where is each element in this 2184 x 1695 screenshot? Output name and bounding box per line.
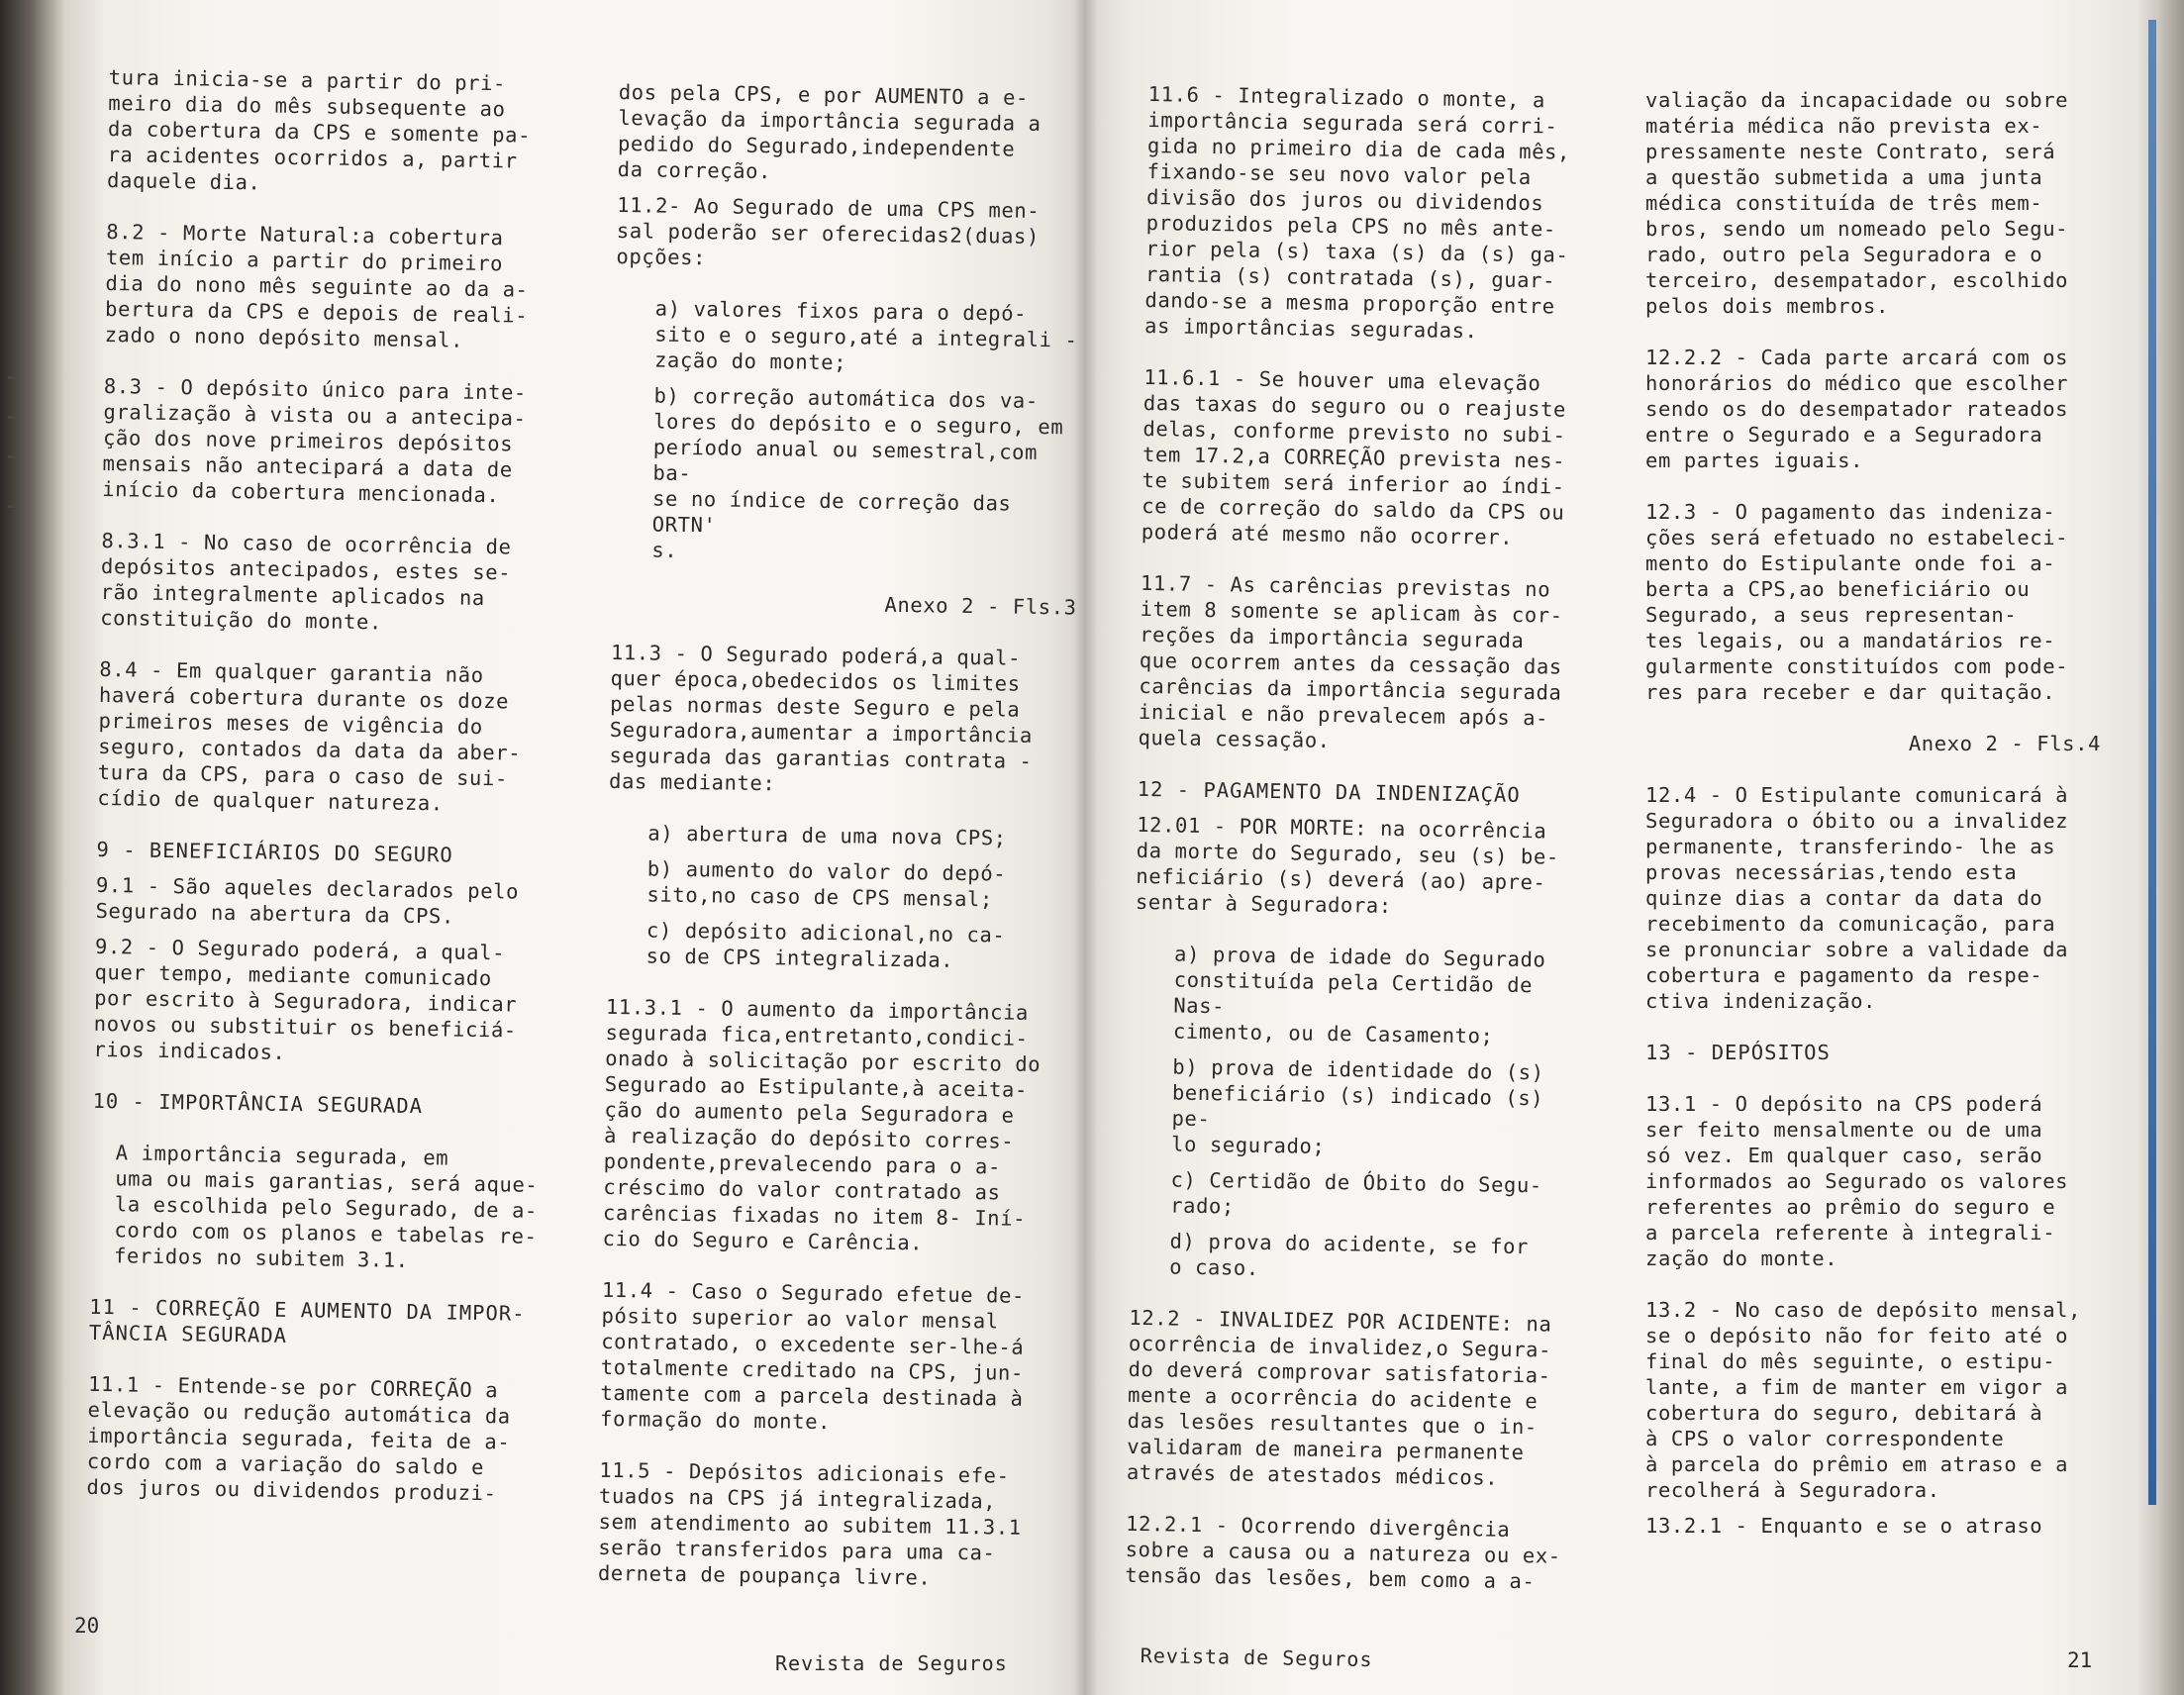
paragraph: 12.2.1 - Ocorrendo divergência sobre a causa ou a natureza ou ex- tensão das lesões, bem como a a- xyxy=(1125,1511,1561,1594)
paragraph: tura inicia-se a partir do pri- meiro dia do mês subsequente ao da cobertura da CPS e somente pa- ra acidentes ocorridos a, partir daquele dia. xyxy=(106,64,532,195)
paragraph: dos pela CPS, e por AUMENTO a e- levação da importância segurada a pedido do Segurado,independente da correção. xyxy=(617,79,1042,184)
list-item: b) prova de identidade do (s) beneficiário (s) indicado (s) pe- lo segurado; xyxy=(1170,1054,1544,1158)
right-page-column-2 xyxy=(1645,87,2101,1564)
paragraph: 12.2 - INVALIDEZ POR ACIDENTE: na ocorrência de invalidez,o Segura- do deverá comprovar satisfatoria- mente a ocorrência do acidente e das lesões resultantes que o in- validaram de maneira permanente através de atestados médicos. xyxy=(1126,1305,1552,1490)
edge-mark xyxy=(8,376,16,379)
paragraph: b) correção automática dos va- lores do depósito e o seguro, em período anual ou semestral,com ba- se no índice de correção das ORTN' s. xyxy=(651,383,1064,562)
paragraph: 12.3 - O pagamento das indeniza- ções será efetuado no estabeleci- mento do Estipulante onde foi a- berta a CPS,ao beneficiário ou Segurado, a seus representan- tes legais, ou a mandatários re- gularmente constituídos com pode- res para receber e dar quitação. xyxy=(1645,500,2069,704)
paragraph: 8.4 - Em qualquer garantia não haverá cobertura durante os doze primeiros meses de vigência do seguro, contados da data da aber- tura da CPS, para o caso de sui- cídio de qualquer natureza. xyxy=(97,656,522,816)
paragraph: 9.1 - São aqueles declarados pelo Segurado na abertura da CPS. xyxy=(95,872,520,929)
paragraph: 11.3 - O Segurado poderá,a qual- quer época,obedecidos os limites pelas normas deste Seguro e pela Seguradora,aumentar a importância segurada das garantias contrata - das mediante: xyxy=(608,640,1034,796)
list-item: b) aumento do valor do depó- sito,no caso de CPS mensal; xyxy=(646,856,1007,912)
paragraph: 13.1 - O depósito na CPS poderá ser feito mensalmente ou de uma só vez. Em qualquer caso, serão informados ao Segurado os valores referentes ao prêmio do seguro e a parcela referente à integrali- zação do monte. xyxy=(1645,1092,2069,1270)
list-item: a) abertura de uma nova CPS; xyxy=(647,821,1007,850)
left-page-column-2 xyxy=(597,79,1084,1618)
paragraph: 11.6 - Integralizado o monte, a importância segurada será corri- gida no primeiro dia de cada mês, fixando-se seu novo valor pela divisão dos juros ou dividendos produzidos pela CPS no mês ante- rior pela (s) taxa (s) da (s) ga- rantia (s) contratada (s), guar- dando-se a mesma proporção entre as importâncias seguradas. xyxy=(1143,81,1571,344)
list-item: d) prova do acidente, se for o caso. xyxy=(1169,1229,1530,1280)
paragraph: 8.2 - Morte Natural:a cobertura tem início a partir do primeiro dia do nono mês seguinte ao da a- bertura da CPS e depois de reali- zado o nono depósito mensal. xyxy=(104,219,529,352)
paragraph: 11.7 - As carências previstas no item 8 somente se aplicam às cor- reções da importância segurada que ocorrem antes da cessação das carências da importância segurada inicial e não prevalecem após a- quela cessação. xyxy=(1138,570,1563,752)
paragraph: 11.2- Ao Segurado de uma CPS men- sal poderão ser oferecidas2(duas) opções: xyxy=(616,192,1041,270)
footer-title-left: Revista de Seguros xyxy=(775,1651,1008,1675)
paragraph: 11.6.1 - Se houver uma elevação das taxas do seguro ou o reajuste delas, conforme previsto no subi- tem 17.2,a CORREÇÃO prevista nes- te subitem será inferior ao índi- ce de correção do saldo da CPS ou poderá até mesmo não ocorrer. xyxy=(1141,364,1567,549)
section-heading: 13 - DEPÓSITOS xyxy=(1645,1041,1831,1064)
left-page-column-1 xyxy=(86,64,584,1533)
paragraph: 12.2.2 - Cada parte arcará com os honorários do médico que escolher sendo os do desempatador rateados entre o Segurado e a Seguradora em partes iguais. xyxy=(1645,346,2069,472)
paragraph: 11.4 - Caso o Segurado efetue de- pósito superior ao valor mensal contratado, o excedente ser-lhe-á totalmente creditado na CPS, jun- tamente com a parcela destinada à formação do monte. xyxy=(599,1277,1026,1435)
paragraph: 11.3.1 - O aumento da importância segurada fica,entretanto,condici- onado à solicitação por escrito do Segurado ao Estipulante,à aceita- ção do aumento pela Seguradora e à realização do depósito corres- pondente,prevalecendo para o a- créscimo do valor contratado as carências fixadas no item 8- Iní- cio do Seguro e Carência. xyxy=(602,994,1042,1255)
paragraph: valiação da incapacidade ou sobre matéria médica não prevista ex- pressamente neste Contrato, será a questão submetida a uma junta médica constituída de três mem- bros, sendo um nomeado pelo Segu- rado, outro pela Seguradora e o terceiro, desempatador, escolhido pelos dois membros. xyxy=(1645,88,2069,318)
list-item: a) prova de idade do Segurado constituída pela Certidão de Nas- cimento, ou de Casamento; xyxy=(1172,942,1546,1048)
section-heading: 9 - BENEFICIÁRIOS DO SEGURO xyxy=(96,837,453,867)
book-edge-right xyxy=(2138,0,2184,1695)
annex-label: Anexo 2 - Fls.4 xyxy=(1908,732,2101,755)
page-number-right: 21 xyxy=(2067,1648,2093,1672)
page-number-left: 20 xyxy=(74,1614,100,1638)
section-heading: 12 - PAGAMENTO DA INDENIZAÇÃO xyxy=(1137,776,1521,807)
paragraph: 12.4 - O Estipulante comunicará à Seguradora o óbito ou a invalidez permanente, transferindo- lhe as provas necessárias,tendo esta quinze dias a contar da data do recebimento da comunicação, para se pronunciar sobre a validade da cobertura e pagamento da respe- ctiva indenização. xyxy=(1645,783,2069,1013)
paragraph: 11.1 - Entende-se por CORREÇÃO a elevação ou redução automática da importância segurada, feita de a- cordo com a variação do saldo e dos juros ou dividendos produzi- xyxy=(86,1371,511,1506)
right-page-column-1 xyxy=(1125,81,1594,1621)
paragraph: a) valores fixos para o depó- sito e o seguro,até a integrali - zação do monte; xyxy=(653,296,1078,375)
paragraph: 13.2.1 - Enquanto e se o atraso xyxy=(1645,1514,2043,1538)
blue-edge-stripe xyxy=(2148,20,2156,1505)
list-item: c) depósito adicional,no ca- so de CPS integralizada. xyxy=(645,918,1006,972)
edge-mark xyxy=(8,416,16,419)
paragraph: 8.3 - O depósito único para inte- gralização à vista ou a antecipa- ção dos nove primeiros depósitos mensais não antecipará a data de início da cobertura mencionada. xyxy=(102,373,528,508)
paragraph: 13.2 - No caso de depósito mensal, se o depósito não for feito até o final do mês seguinte, o estipu- lante, a fim de manter em vigor a cobertura do seguro, debitará à à CPS o valor correspondente à parcela do prêmio em atraso e a recolherá à Seguradora. xyxy=(1645,1298,2082,1502)
paragraph: 8.3.1 - No caso de ocorrência de depósitos antecipados, estes se- rão integralmente aplicados na constituição do monte. xyxy=(100,528,512,635)
list-item: c) Certidão de Óbito do Segu- rado; xyxy=(1169,1167,1543,1219)
annex-label: Anexo 2 - Fls.3 xyxy=(884,592,1077,620)
paragraph: 12.01 - POR MORTE: na ocorrência da morte do Segurado, seu (s) be- neficiário (s) deverá (ao) apre- sentar à Seguradora: xyxy=(1135,812,1560,918)
paragraph: 9.2 - O Segurado poderá, a qual- quer tempo, mediante comunicado por escrito à Seguradora, indicar novos ou substituir os beneficiá- rios indicados. xyxy=(93,934,518,1064)
section-heading: 11 - CORREÇÃO E AUMENTO DA IMPOR- TÂNCIA SEGURADA xyxy=(88,1294,526,1347)
paragraph: 11.5 - Depósitos adicionais efe- tuados na CPS já integralizada, sem atendimento ao subitem 11.3.1 serão transferidos para uma ca- derneta de poupança livre. xyxy=(597,1457,1022,1590)
edge-mark xyxy=(8,505,16,508)
paragraph: A importância segurada, em uma ou mais garantias, será aque- la escolhida pelo Segurado, de a- cordo com os planos e tabelas re- feridos no subitem 3.1. xyxy=(113,1141,539,1272)
edge-mark xyxy=(8,455,16,458)
footer-title-right: Revista de Seguros xyxy=(1140,1644,1373,1672)
section-heading: 10 - IMPORTÂNCIA SEGURADA xyxy=(92,1088,424,1119)
